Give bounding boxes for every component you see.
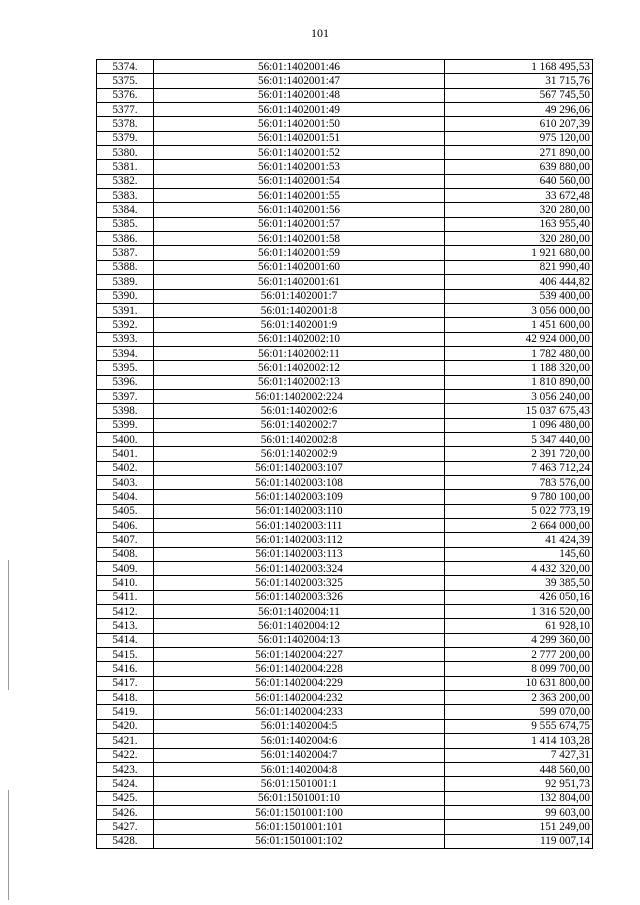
cadastral-number-cell: 56:01:1402003:325	[154, 576, 445, 590]
table-row	[97, 60, 593, 74]
cadastral-value-cell: 4 299 360,00	[445, 633, 593, 647]
cadastral-value-cell: 975 120,00	[445, 131, 593, 145]
table-row	[97, 504, 593, 518]
table-row	[97, 676, 593, 690]
cadastral-value-cell: 132 804,00	[445, 791, 593, 805]
cadastral-value-cell: 41 424,39	[445, 533, 593, 547]
cadastral-number-cell: 56:01:1402001:55	[154, 189, 445, 203]
row-number-cell: 5377.	[97, 103, 154, 117]
row-number-cell: 5378.	[97, 117, 154, 131]
cadastral-number-cell: 56:01:1402001:52	[154, 146, 445, 160]
table-row	[97, 719, 593, 733]
cadastral-number-cell: 56:01:1402002:8	[154, 432, 445, 446]
row-number-cell: 5409.	[97, 562, 154, 576]
cadastral-value-cell: 539 400,00	[445, 289, 593, 303]
table-row	[97, 346, 593, 360]
table-row	[97, 332, 593, 346]
cadastral-value-cell: 567 745,50	[445, 88, 593, 102]
cadastral-number-cell: 56:01:1402001:60	[154, 260, 445, 274]
cadastral-value-cell: 783 576,00	[445, 475, 593, 489]
cadastral-value-cell: 10 631 800,00	[445, 676, 593, 690]
table-row	[97, 762, 593, 776]
cadastral-number-cell: 56:01:1402004:232	[154, 691, 445, 705]
row-number-cell: 5382.	[97, 174, 154, 188]
cadastral-number-cell: 56:01:1402001:56	[154, 203, 445, 217]
cadastral-number-cell: 56:01:1402003:110	[154, 504, 445, 518]
scan-margin-line	[8, 790, 9, 900]
cadastral-value-cell: 1 096 480,00	[445, 418, 593, 432]
cadastral-number-cell: 56:01:1402001:59	[154, 246, 445, 260]
row-number-cell: 5413.	[97, 619, 154, 633]
cadastral-value-cell: 639 880,00	[445, 160, 593, 174]
row-number-cell: 5421.	[97, 734, 154, 748]
row-number-cell: 5393.	[97, 332, 154, 346]
cadastral-value-cell: 1 168 495,53	[445, 60, 593, 74]
table-row	[97, 475, 593, 489]
cadastral-number-cell: 56:01:1402001:53	[154, 160, 445, 174]
cadastral-number-cell: 56:01:1402001:49	[154, 103, 445, 117]
cadastral-number-cell: 56:01:1402004:233	[154, 705, 445, 719]
cadastral-value-cell: 7 463 712,24	[445, 461, 593, 475]
cadastral-value-cell: 2 664 000,00	[445, 519, 593, 533]
cadastral-value-cell: 42 924 000,00	[445, 332, 593, 346]
row-number-cell: 5419.	[97, 705, 154, 719]
cadastral-value-cell: 9 555 674,75	[445, 719, 593, 733]
cadastral-value-cell: 49 296,06	[445, 103, 593, 117]
table-row	[97, 691, 593, 705]
cadastral-number-cell: 56:01:1402002:11	[154, 346, 445, 360]
row-number-cell: 5389.	[97, 275, 154, 289]
cadastral-value-cell: 1 782 480,00	[445, 346, 593, 360]
table-row	[97, 146, 593, 160]
table-row	[97, 805, 593, 819]
row-number-cell: 5426.	[97, 805, 154, 819]
table-row	[97, 275, 593, 289]
cadastral-value-cell: 31 715,76	[445, 74, 593, 88]
table-row	[97, 361, 593, 375]
cadastral-number-cell: 56:01:1402001:57	[154, 217, 445, 231]
cadastral-number-cell: 56:01:1402004:6	[154, 734, 445, 748]
cadastral-number-cell: 56:01:1402003:107	[154, 461, 445, 475]
row-number-cell: 5380.	[97, 146, 154, 160]
cadastral-number-cell: 56:01:1402003:109	[154, 490, 445, 504]
cadastral-value-cell: 406 444,82	[445, 275, 593, 289]
row-number-cell: 5396.	[97, 375, 154, 389]
table-row	[97, 174, 593, 188]
table-row	[97, 734, 593, 748]
row-number-cell: 5414.	[97, 633, 154, 647]
row-number-cell: 5399.	[97, 418, 154, 432]
table-row	[97, 461, 593, 475]
cadastral-value-cell: 145,60	[445, 547, 593, 561]
cadastral-number-cell: 56:01:1501001:101	[154, 820, 445, 834]
cadastral-number-cell: 56:01:1402001:8	[154, 303, 445, 317]
row-number-cell: 5376.	[97, 88, 154, 102]
cadastral-value-cell: 15 037 675,43	[445, 404, 593, 418]
cadastral-value-cell: 61 928,10	[445, 619, 593, 633]
cadastral-value-cell: 3 056 000,00	[445, 303, 593, 317]
row-number-cell: 5400.	[97, 432, 154, 446]
cadastral-number-cell: 56:01:1402002:13	[154, 375, 445, 389]
row-number-cell: 5395.	[97, 361, 154, 375]
table-row	[97, 117, 593, 131]
cadastral-number-cell: 56:01:1501001:10	[154, 791, 445, 805]
cadastral-value-cell: 33 672,48	[445, 189, 593, 203]
row-number-cell: 5397.	[97, 389, 154, 403]
cadastral-value-cell: 151 249,00	[445, 820, 593, 834]
cadastral-value-cell: 2 363 200,00	[445, 691, 593, 705]
table-row	[97, 777, 593, 791]
table-body	[97, 60, 593, 849]
cadastral-value-cell: 5 022 773,19	[445, 504, 593, 518]
cadastral-value-cell: 320 280,00	[445, 232, 593, 246]
table-row	[97, 318, 593, 332]
table-row	[97, 217, 593, 231]
cadastral-value-cell: 821 990,40	[445, 260, 593, 274]
scan-margin-line	[8, 560, 9, 690]
cadastral-value-cell: 610 207,39	[445, 117, 593, 131]
row-number-cell: 5405.	[97, 504, 154, 518]
table-row	[97, 260, 593, 274]
row-number-cell: 5390.	[97, 289, 154, 303]
cadastral-number-cell: 56:01:1402003:111	[154, 519, 445, 533]
row-number-cell: 5416.	[97, 662, 154, 676]
cadastral-value-cell: 1 451 600,00	[445, 318, 593, 332]
cadastral-number-cell: 56:01:1402001:54	[154, 174, 445, 188]
row-number-cell: 5417.	[97, 676, 154, 690]
table-row	[97, 648, 593, 662]
row-number-cell: 5379.	[97, 131, 154, 145]
cadastral-value-cell: 7 427,31	[445, 748, 593, 762]
row-number-cell: 5387.	[97, 246, 154, 260]
cadastral-number-cell: 56:01:1402001:58	[154, 232, 445, 246]
row-number-cell: 5428.	[97, 834, 154, 848]
cadastral-number-cell: 56:01:1402004:228	[154, 662, 445, 676]
table-row	[97, 289, 593, 303]
row-number-cell: 5403.	[97, 475, 154, 489]
row-number-cell: 5388.	[97, 260, 154, 274]
row-number-cell: 5404.	[97, 490, 154, 504]
cadastral-number-cell: 56:01:1501001:1	[154, 777, 445, 791]
cadastral-value-cell: 320 280,00	[445, 203, 593, 217]
table-row	[97, 576, 593, 590]
table-row	[97, 88, 593, 102]
table-row	[97, 418, 593, 432]
table-row	[97, 303, 593, 317]
row-number-cell: 5420.	[97, 719, 154, 733]
cadastral-value-cell: 448 560,00	[445, 762, 593, 776]
cadastral-value-cell: 2 391 720,00	[445, 447, 593, 461]
cadastral-number-cell: 56:01:1402001:48	[154, 88, 445, 102]
cadastral-value-cell: 599 070,00	[445, 705, 593, 719]
cadastral-number-cell: 56:01:1402002:12	[154, 361, 445, 375]
table-row	[97, 748, 593, 762]
row-number-cell: 5408.	[97, 547, 154, 561]
table-row	[97, 519, 593, 533]
cadastral-value-cell: 163 955,40	[445, 217, 593, 231]
cadastral-value-cell: 2 777 200,00	[445, 648, 593, 662]
cadastral-number-cell: 56:01:1402004:7	[154, 748, 445, 762]
row-number-cell: 5384.	[97, 203, 154, 217]
table-row	[97, 103, 593, 117]
table-row	[97, 404, 593, 418]
cadastral-number-cell: 56:01:1402002:9	[154, 447, 445, 461]
cadastral-number-cell: 56:01:1402002:224	[154, 389, 445, 403]
cadastral-number-cell: 56:01:1402001:47	[154, 74, 445, 88]
cadastral-value-cell: 4 432 320,00	[445, 562, 593, 576]
cadastral-number-cell: 56:01:1402001:9	[154, 318, 445, 332]
row-number-cell: 5385.	[97, 217, 154, 231]
cadastral-number-cell: 56:01:1402004:227	[154, 648, 445, 662]
cadastral-value-cell: 1 921 680,00	[445, 246, 593, 260]
cadastral-value-cell: 271 890,00	[445, 146, 593, 160]
table-row	[97, 590, 593, 604]
cadastral-value-cell: 39 385,50	[445, 576, 593, 590]
cadastral-number-cell: 56:01:1402001:7	[154, 289, 445, 303]
row-number-cell: 5406.	[97, 519, 154, 533]
table-row	[97, 547, 593, 561]
table-row	[97, 633, 593, 647]
table-row	[97, 232, 593, 246]
cadastral-value-cell: 640 560,00	[445, 174, 593, 188]
row-number-cell: 5374.	[97, 60, 154, 74]
cadastral-number-cell: 56:01:1501001:102	[154, 834, 445, 848]
cadastral-number-cell: 56:01:1402001:61	[154, 275, 445, 289]
row-number-cell: 5415.	[97, 648, 154, 662]
cadastral-number-cell: 56:01:1402004:8	[154, 762, 445, 776]
cadastral-number-cell: 56:01:1402004:12	[154, 619, 445, 633]
row-number-cell: 5392.	[97, 318, 154, 332]
table-row	[97, 74, 593, 88]
cadastral-value-cell: 426 050,16	[445, 590, 593, 604]
row-number-cell: 5398.	[97, 404, 154, 418]
cadastral-number-cell: 56:01:1402004:11	[154, 605, 445, 619]
table-row	[97, 203, 593, 217]
row-number-cell: 5411.	[97, 590, 154, 604]
cadastral-number-cell: 56:01:1402001:46	[154, 60, 445, 74]
row-number-cell: 5391.	[97, 303, 154, 317]
cadastral-number-cell: 56:01:1402004:5	[154, 719, 445, 733]
row-number-cell: 5381.	[97, 160, 154, 174]
cadastral-number-cell: 56:01:1402003:324	[154, 562, 445, 576]
cadastral-number-cell: 56:01:1402003:112	[154, 533, 445, 547]
table-row	[97, 533, 593, 547]
cadastral-value-cell: 1 316 520,00	[445, 605, 593, 619]
table-row	[97, 160, 593, 174]
cadastral-number-cell: 56:01:1402003:108	[154, 475, 445, 489]
table-row	[97, 820, 593, 834]
cadastral-number-cell: 56:01:1402001:50	[154, 117, 445, 131]
table-row	[97, 389, 593, 403]
row-number-cell: 5402.	[97, 461, 154, 475]
cadastral-value-cell: 119 007,14	[445, 834, 593, 848]
row-number-cell: 5386.	[97, 232, 154, 246]
table-row	[97, 375, 593, 389]
cadastral-number-cell: 56:01:1402003:113	[154, 547, 445, 561]
cadastral-number-cell: 56:01:1402004:229	[154, 676, 445, 690]
cadastral-number-cell: 56:01:1402004:13	[154, 633, 445, 647]
table-row	[97, 562, 593, 576]
cadastral-value-cell: 1 810 890,00	[445, 375, 593, 389]
cadastral-number-cell: 56:01:1501001:100	[154, 805, 445, 819]
cadastral-number-cell: 56:01:1402002:10	[154, 332, 445, 346]
cadastral-value-cell: 5 347 440,00	[445, 432, 593, 446]
table-row	[97, 705, 593, 719]
cadastral-value-cell: 8 099 700,00	[445, 662, 593, 676]
row-number-cell: 5424.	[97, 777, 154, 791]
table-row	[97, 619, 593, 633]
cadastral-value-cell: 9 780 100,00	[445, 490, 593, 504]
row-number-cell: 5418.	[97, 691, 154, 705]
row-number-cell: 5427.	[97, 820, 154, 834]
cadastral-value-table	[96, 59, 593, 849]
row-number-cell: 5423.	[97, 762, 154, 776]
table-row	[97, 447, 593, 461]
cadastral-value-cell: 1 188 320,00	[445, 361, 593, 375]
cadastral-number-cell: 56:01:1402002:7	[154, 418, 445, 432]
cadastral-value-cell: 99 603,00	[445, 805, 593, 819]
table-row	[97, 662, 593, 676]
cadastral-number-cell: 56:01:1402001:51	[154, 131, 445, 145]
cadastral-value-cell: 3 056 240,00	[445, 389, 593, 403]
row-number-cell: 5394.	[97, 346, 154, 360]
row-number-cell: 5412.	[97, 605, 154, 619]
cadastral-value-cell: 1 414 103,28	[445, 734, 593, 748]
row-number-cell: 5407.	[97, 533, 154, 547]
table-row	[97, 605, 593, 619]
page-number: 101	[311, 26, 329, 40]
row-number-cell: 5383.	[97, 189, 154, 203]
row-number-cell: 5425.	[97, 791, 154, 805]
table-row	[97, 189, 593, 203]
table-row	[97, 791, 593, 805]
cadastral-value-cell: 92 951,73	[445, 777, 593, 791]
row-number-cell: 5410.	[97, 576, 154, 590]
table-row	[97, 131, 593, 145]
row-number-cell: 5401.	[97, 447, 154, 461]
row-number-cell: 5422.	[97, 748, 154, 762]
table-row	[97, 490, 593, 504]
table-row	[97, 246, 593, 260]
row-number-cell: 5375.	[97, 74, 154, 88]
table-row	[97, 432, 593, 446]
table-row	[97, 834, 593, 848]
cadastral-number-cell: 56:01:1402002:6	[154, 404, 445, 418]
cadastral-number-cell: 56:01:1402003:326	[154, 590, 445, 604]
